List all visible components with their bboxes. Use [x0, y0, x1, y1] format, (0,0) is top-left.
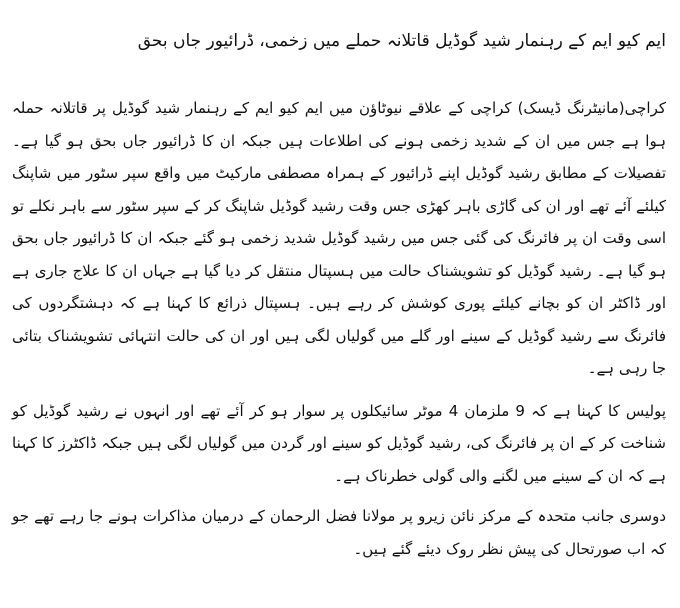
article-paragraph-2: پولیس کا کہنا ہے کہ 9 ملزمان 4 موٹر سائیکلوں پر سوار ہو کر آئے تھے اور انہوں نے رشید گوڈیل کو شناخت کر کے ان پر فائرنگ کی، رشید گوڈیل کو سینے اور گردن میں گولیاں لگی ہیں جبکہ ڈاکٹرز کا کہنا ہے کہ ان کے سینے میں لگنے والی گولی خطرناک ہے۔: [12, 401, 666, 485]
article-headline: ایم کیو ایم کے رہنمار شید گوڈیل قاتلانہ حملے میں زخمی، ڈرائیور جاں بحق: [137, 31, 666, 51]
article-paragraph-3: دوسری جانب متحدہ کے مرکز نائن زیرو پر مولانا فضل الرحمان کے درمیان مذاکرات ہونے جا رہے تھے جو کہ اب صورتحال کی پیش نظر روک دیئے گئے ہیں۔: [12, 507, 666, 558]
article-paragraph-1: کراچی(مانیٹرنگ ڈیسک) کراچی کے علاقے نیوٹاؤن میں ایم کیو ایم کے رہنمار شید گوڈیل پر قاتلانہ حملہ ہوا ہے جس میں ان کے شدید زخمی ہونے کی اطلاعات ہیں جبکہ ان کا ڈرائیور جاں بحق ہو گیا ہے۔ تفصیلات کے مطابق رشید گوڈیل اپنے ڈرائیور کے ہمراہ مصطفی مارکیٹ میں واقع سپر سٹور میں شاپنگ کیلئے آئے تھے اور ان کی گاڑی باہر کھڑی جس وقت رشید گوڈیل شاپنگ کر کے سپر سٹور سے باہر نکلے تو اسی وقت ان پر فائرنگ کی گئی جس میں رشید گوڈیل شدید زخمی ہو گئے جبکہ ان کا ڈرائیور جاں بحق ہو گیا ہے۔ رشید گوڈیل کو تشویشناک حالت میں ہسپتال منتقل کر دیا گیا ہے جہاں ان کا علاج جاری ہے اور ڈاکٹر ان کو بچانے کیلئے پوری کوشش کر رہے ہیں۔ ہسپتال ذرائع کا کہنا ہے کہ دہشتگردوں کی فائرنگ سے رشید گوڈیل کے سینے اور گلے میں گولیاں لگی ہیں اور ان کی حالت انتہائی تشویشناک بتائی جا رہی ہے۔: [12, 99, 666, 377]
